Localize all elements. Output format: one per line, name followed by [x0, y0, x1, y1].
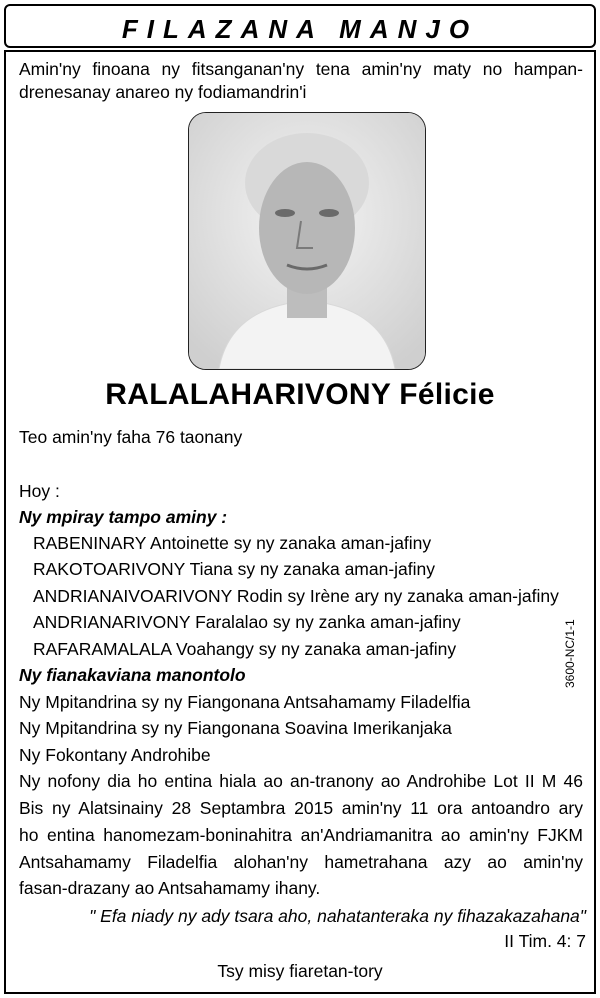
family-member: ANDRIANARIVONY Faralalao sy ny zanka aman-jafiny — [33, 612, 461, 632]
details-line: ho entina hanomezam-boninahitra an'Andriamanitra ao amin'ny FJKM — [19, 825, 583, 845]
intro-line-2: drenesanay anareo ny fodiamandrin'i — [19, 82, 307, 102]
family-member: RAFARAMALALA Voahangy sy ny zanaka aman-jafiny — [33, 639, 457, 659]
header-band — [4, 4, 596, 48]
relatives-heading: Ny fianakaviana manontolo — [19, 665, 246, 685]
details-line: fasan-drazany ao Antsahamamy ihany. — [19, 878, 321, 898]
closing-line: Tsy misy fiaretan-tory — [217, 961, 383, 981]
relative-item: Ny Mpitandrina sy ny Fiangonana Antsahamamy Filadelfia — [19, 692, 471, 712]
intro-line-1: Amin'ny finoana ny fitsanganan'ny tena amin'ny maty no hampan- — [19, 59, 583, 79]
reference-code: 3600-NC/1-1 — [563, 619, 577, 688]
family-member: RABENINARY Antoinette sy ny zanaka aman-jafiny — [33, 533, 432, 553]
age-line: Teo amin'ny faha 76 taonany — [19, 427, 243, 447]
family-member: ANDRIANAIVOARIVONY Rodin sy Irène ary ny zanaka aman-jafiny — [33, 586, 559, 606]
greeting: Hoy : — [19, 481, 60, 501]
relative-item: Ny Mpitandrina sy ny Fiangonana Soavina Imerikanjaka — [19, 718, 452, 738]
bible-reference: II Tim. 4: 7 — [504, 931, 586, 951]
details-line: Bis ny Alatsinainy 28 Septambra 2015 amin'ny 11 ora antoandro ary — [19, 798, 583, 818]
details-line: Ny nofony dia ho entina hiala ao an-tranony ao Androhibe Lot II M 46 — [19, 771, 583, 791]
details-line: Antsahamamy Filadelfia alohan'ny hametrahana azy ao amin'ny — [19, 852, 583, 872]
family-member: RAKOTOARIVONY Tiana sy ny zanaka aman-jafiny — [33, 559, 436, 579]
portrait-photo — [188, 112, 426, 370]
page-title: FILAZANA MANJO — [121, 14, 479, 44]
portrait-photo-icon — [189, 113, 425, 369]
deceased-name: RALALAHARIVONY Félicie — [105, 378, 495, 411]
bible-quote: " Efa niady ny ady tsara aho, nahatanteraka ny fihazakazahana" — [89, 906, 586, 926]
relative-item: Ny Fokontany Androhibe — [19, 745, 211, 765]
family-heading: Ny mpiray tampo aminy : — [19, 507, 228, 527]
